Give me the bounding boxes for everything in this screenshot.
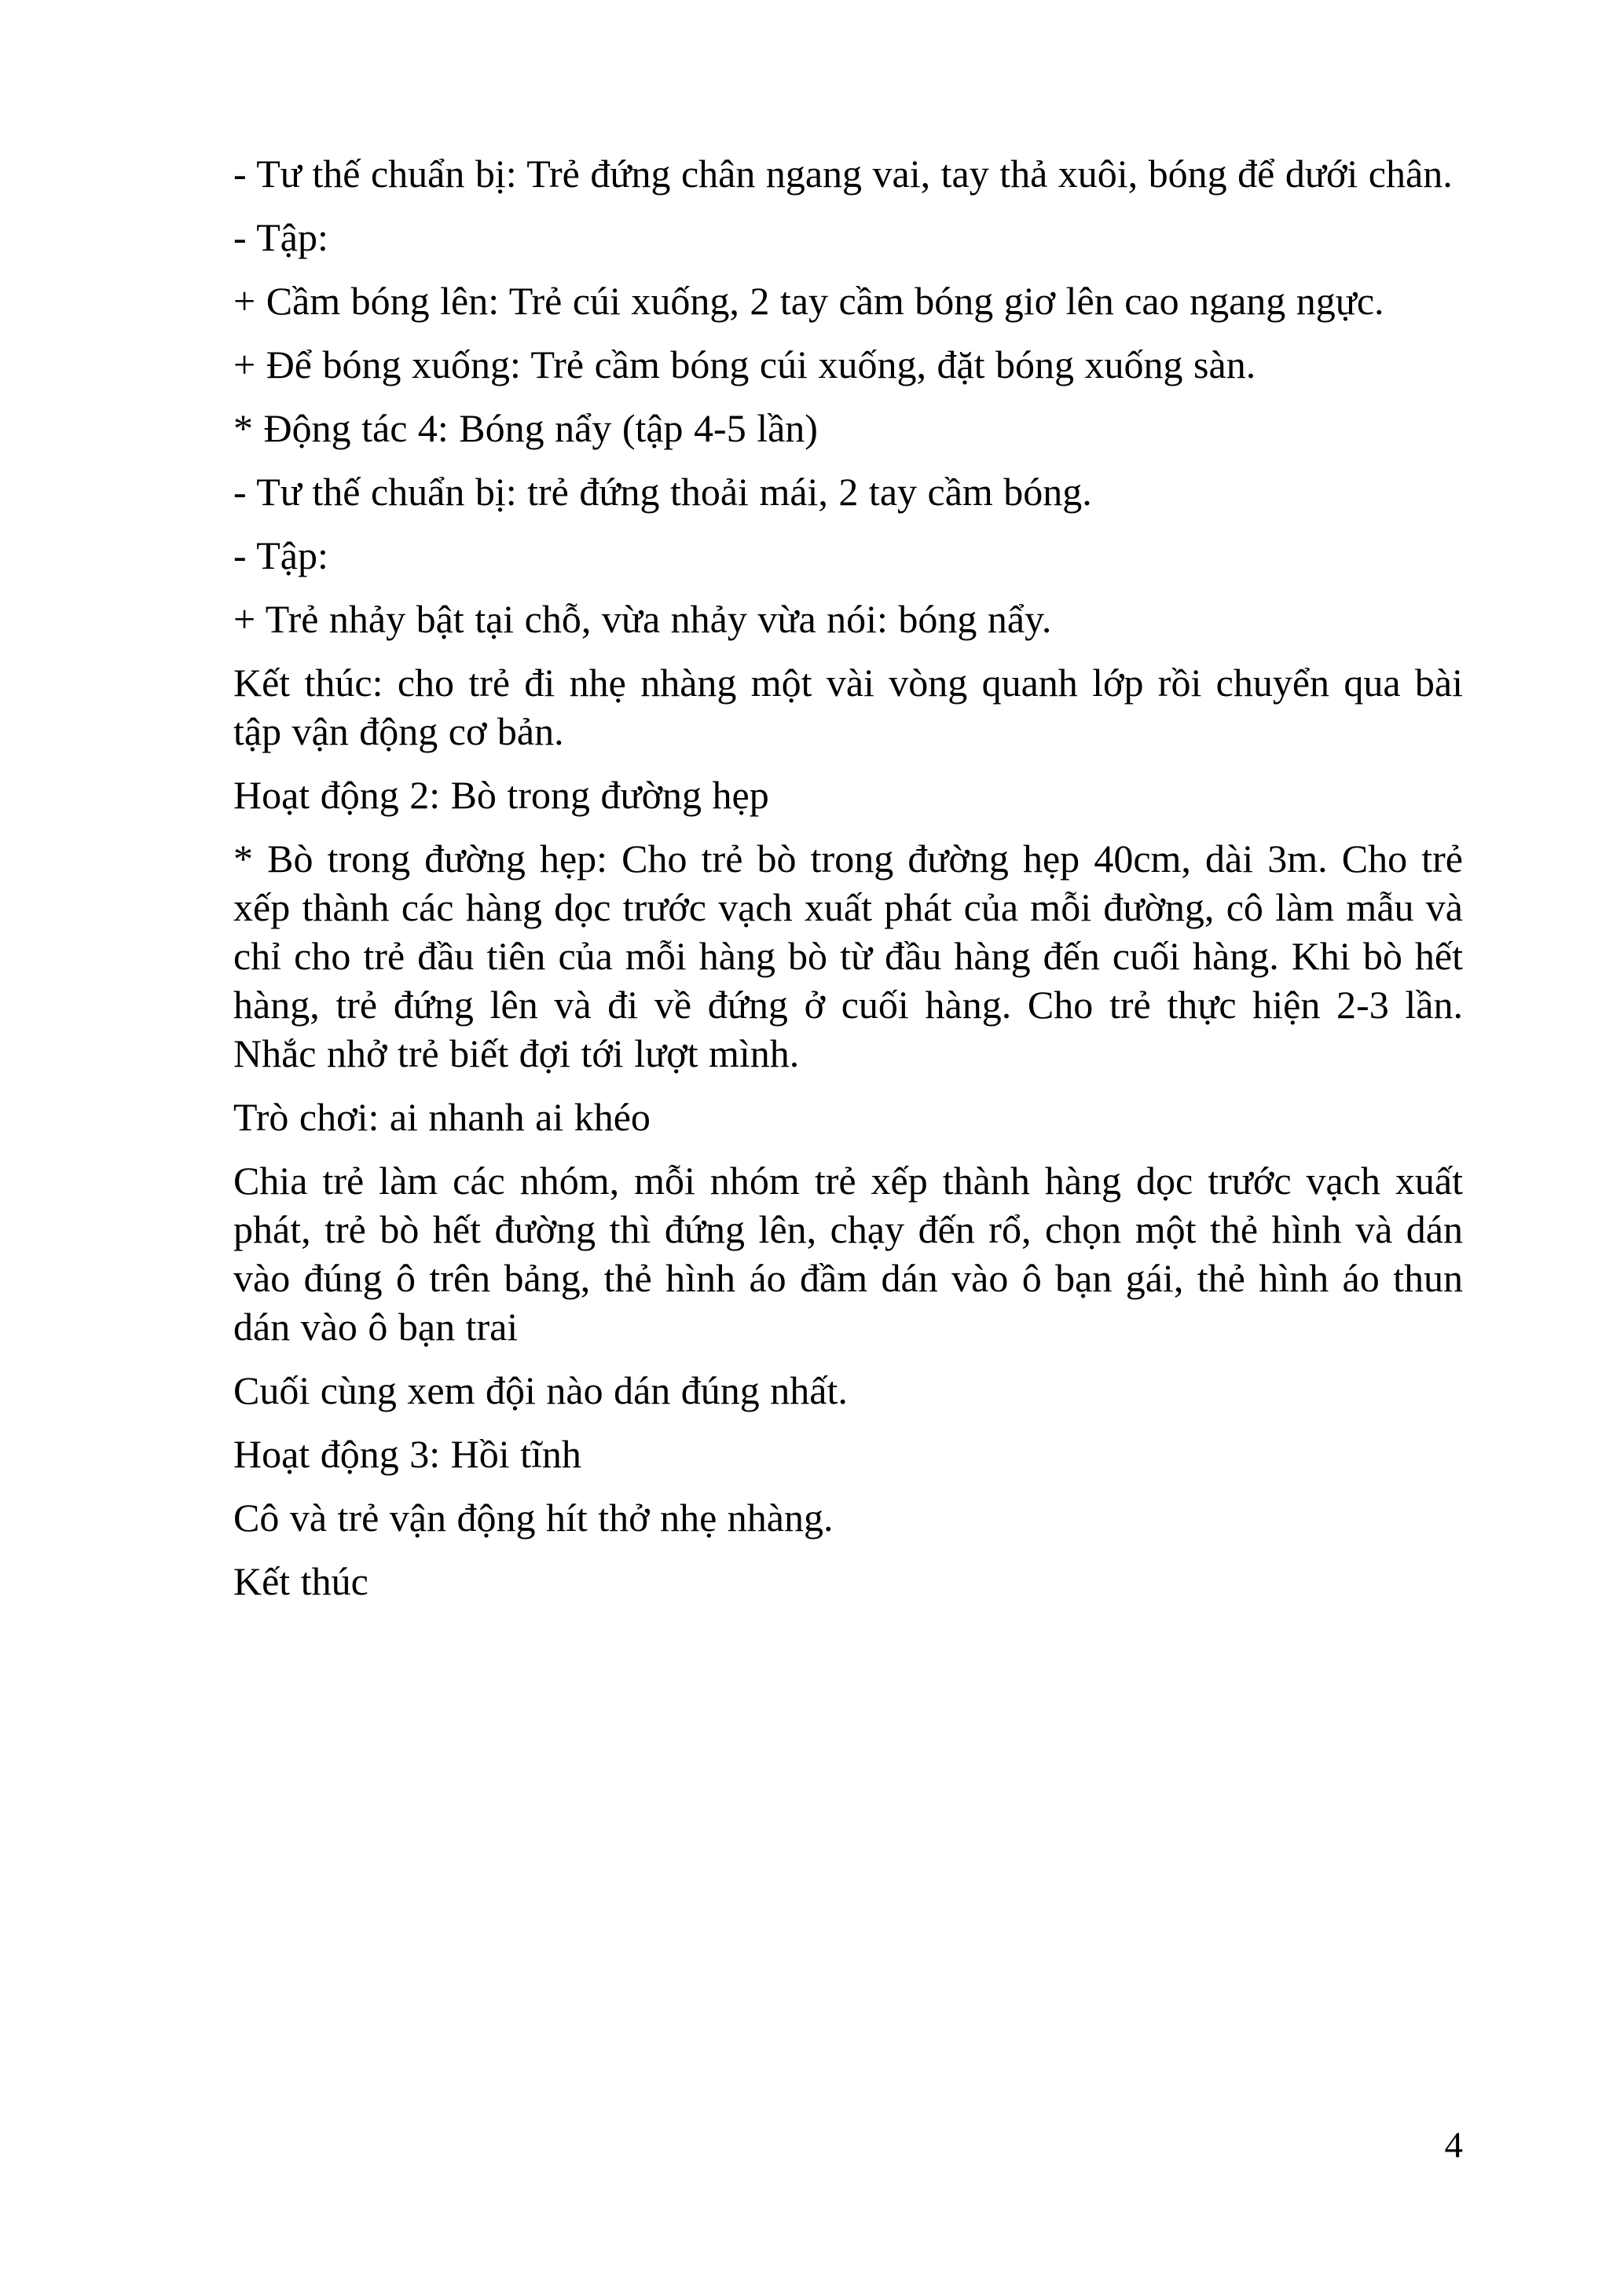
paragraph: Chia trẻ làm các nhóm, mỗi nhóm trẻ xếp thành hàng dọc trước vạch xuất phát, trẻ bò hết đường thì đứng lên, chạy đến rổ, chọn một thẻ hình và dán vào đúng ô trên bảng, thẻ hình áo đầm dán vào ô bạn gái, thẻ hình áo thun dán vào ô bạn trai — [233, 1159, 1463, 1349]
paragraph: Hoạt động 2: Bò trong đường hẹp — [233, 773, 769, 817]
paragraph: Hoạt động 3: Hồi tĩnh — [233, 1432, 581, 1476]
paragraph: Kết thúc: cho trẻ đi nhẹ nhàng một vài vòng quanh lớp rồi chuyển qua bài tập vận động cơ bản. — [233, 661, 1463, 753]
paragraph: Trò chơi: ai nhanh ai khéo — [233, 1095, 651, 1139]
paragraph: - Tập: — [233, 215, 328, 259]
paragraph: Cô và trẻ vận động hít thở nhẹ nhàng. — [233, 1496, 834, 1540]
paragraph: - Tư thế chuẩn bị: Trẻ đứng chân ngang vai, tay thả xuôi, bóng để dưới chân. — [233, 152, 1453, 196]
paragraph: - Tư thế chuẩn bị: trẻ đứng thoải mái, 2 tay cầm bóng. — [233, 470, 1092, 514]
paragraph: + Trẻ nhảy bật tại chỗ, vừa nhảy vừa nói: bóng nẩy. — [233, 597, 1052, 641]
paragraph: Cuối cùng xem đội nào dán đúng nhất. — [233, 1368, 848, 1412]
page-number: 4 — [1444, 2125, 1463, 2166]
paragraph: * Bò trong đường hẹp: Cho trẻ bò trong đường hẹp 40cm, dài 3m. Cho trẻ xếp thành các hàng dọc trước vạch xuất phát của mỗi đường, cô làm mẫu và chỉ cho trẻ đầu tiên của mỗi hàng bò từ đầu hàng đến cuối hàng. Khi bò hết hàng, trẻ đứng lên và đi về đứng ở cuối hàng. Cho trẻ thực hiện 2-3 lần. Nhắc nhở trẻ biết đợi tới lượt mình. — [233, 837, 1463, 1075]
paragraph: * Động tác 4: Bóng nẩy (tập 4-5 lần) — [233, 406, 818, 450]
paragraph: Kết thúc — [233, 1559, 368, 1603]
paragraph: + Cầm bóng lên: Trẻ cúi xuống, 2 tay cầm bóng giơ lên cao ngang ngực. — [233, 279, 1384, 323]
paragraph: + Để bóng xuống: Trẻ cầm bóng cúi xuống, đặt bóng xuống sàn. — [233, 342, 1256, 386]
document-body — [233, 149, 1463, 1620]
paragraph: - Tập: — [233, 533, 328, 577]
